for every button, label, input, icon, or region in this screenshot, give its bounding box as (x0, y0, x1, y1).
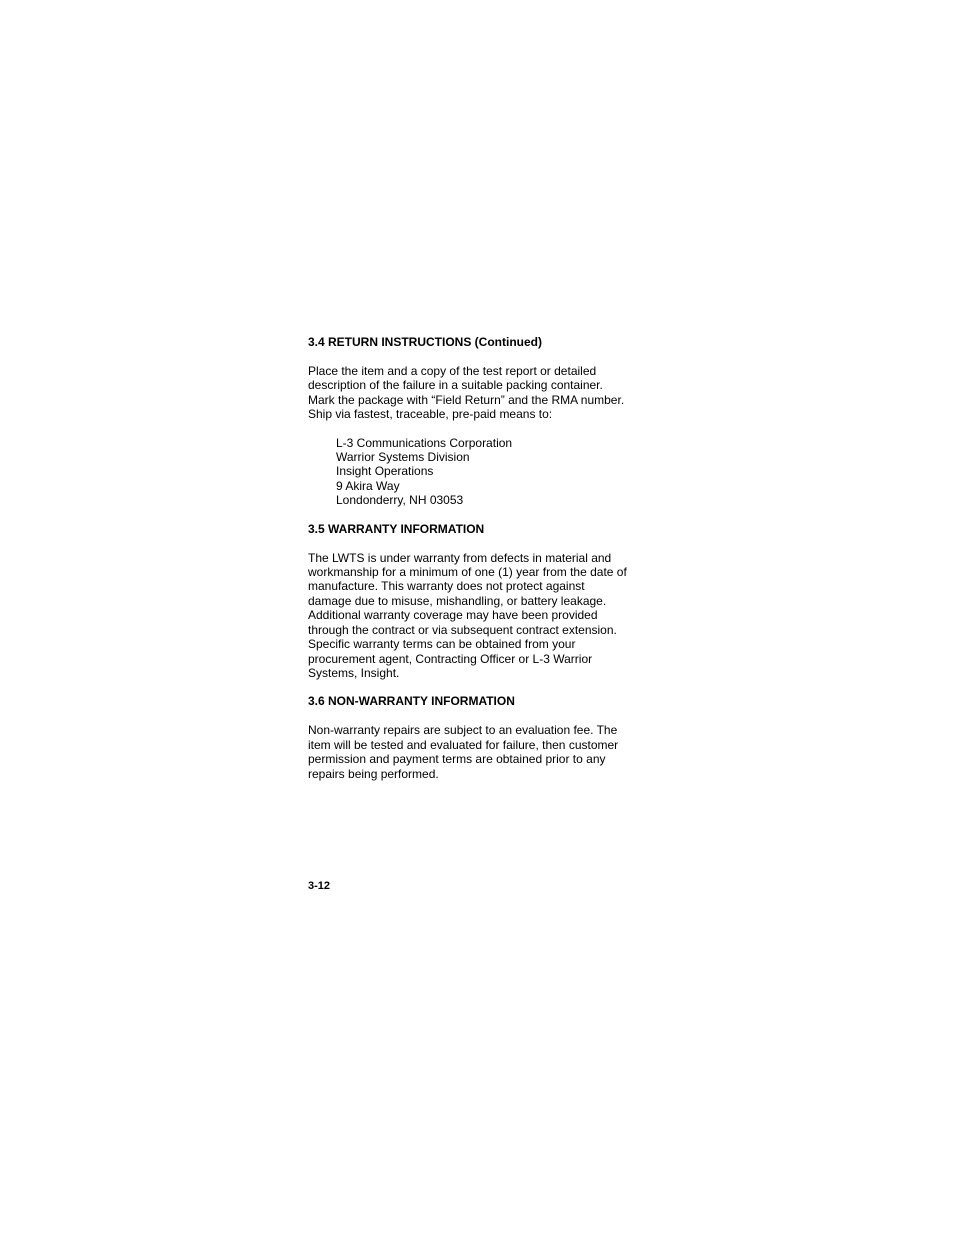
section-heading-return-instructions: 3.4 RETURN INSTRUCTIONS (Continued) (308, 335, 542, 349)
paragraph-line: item will be tested and evaluated for failure, then customer (308, 737, 619, 752)
paragraph-line: Additional warranty coverage may have been provided (308, 608, 598, 623)
paragraph-line: workmanship for a minimum of one (1) year from the date of (308, 565, 627, 580)
section-heading-warranty: 3.5 WARRANTY INFORMATION (308, 521, 485, 536)
address-line: Londonderry, NH 03053 (336, 493, 464, 508)
paragraph-line: Mark the package with “Field Return” and the RMA number. (308, 392, 625, 407)
paragraph-line: Non-warranty repairs are subject to an evaluation fee. The (308, 723, 618, 738)
paragraph-line: through the contract or via subsequent contract extension. (308, 622, 617, 637)
paragraph-line: description of the failure in a suitable packing container. (308, 378, 603, 393)
address-line: 9 Akira Way (336, 478, 400, 493)
non-warranty-paragraph (308, 723, 648, 781)
paragraph-line: damage due to misuse, mishandling, or battery leakage. (308, 593, 607, 608)
paragraph-line: manufacture. This warranty does not protect against (308, 579, 585, 594)
return-instructions-paragraph (308, 364, 648, 422)
paragraph-line: permission and payment terms are obtained prior to any (308, 752, 606, 767)
paragraph-line: Place the item and a copy of the test report or detailed (308, 364, 597, 378)
paragraph-line: Ship via fastest, traceable, pre-paid means to: (308, 407, 553, 422)
page-content (308, 335, 648, 781)
section-heading-non-warranty: 3.6 NON-WARRANTY INFORMATION (308, 694, 515, 709)
address-line: L-3 Communications Corporation (336, 435, 513, 450)
paragraph-line: Specific warranty terms can be obtained from your (308, 637, 576, 652)
address-line: Warrior Systems Division (336, 450, 470, 465)
paragraph-line: Systems, Insight. (308, 665, 400, 680)
paragraph-line: The LWTS is under warranty from defects in material and (308, 550, 612, 565)
warranty-paragraph (308, 551, 648, 681)
page-number: 3-12 (308, 880, 331, 892)
paragraph-line: repairs being performed. (308, 766, 439, 781)
address-line: Insight Operations (336, 464, 434, 479)
paragraph-line: procurement agent, Contracting Officer or L-3 Warrior (308, 651, 593, 666)
return-address-block (308, 436, 648, 508)
